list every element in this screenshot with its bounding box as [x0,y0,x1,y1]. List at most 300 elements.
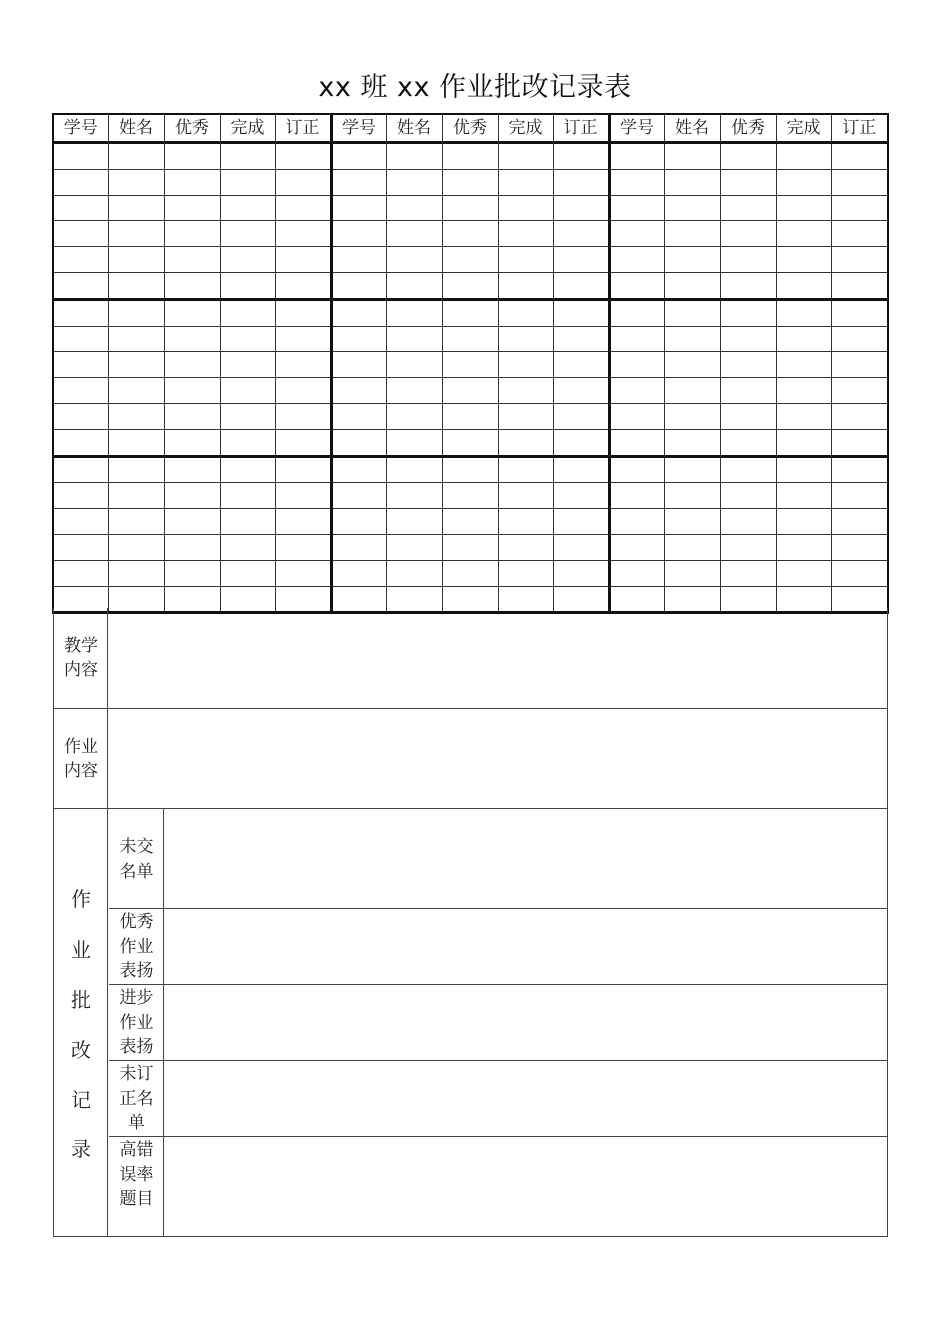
column-header: 完成 [776,114,831,143]
table-cell[interactable] [831,169,888,195]
table-cell[interactable] [108,195,164,221]
table-cell[interactable] [553,352,609,378]
table-cell[interactable] [442,195,498,221]
missing-submissions-row [109,809,887,909]
table-cell[interactable] [275,429,331,456]
table-cell[interactable] [609,195,664,221]
table-cell[interactable] [442,247,498,273]
table-cell[interactable] [831,429,888,456]
table-cell[interactable] [275,378,331,404]
table-cell[interactable] [776,560,831,586]
table-cell[interactable] [164,221,220,247]
table-cell[interactable] [164,143,220,170]
table-cell[interactable] [442,456,498,483]
table-cell[interactable] [220,247,275,273]
table-cell[interactable] [220,195,275,221]
table-cell[interactable] [720,195,776,221]
uncorrected-row [109,1061,887,1137]
table-cell[interactable] [331,560,386,586]
table-cell[interactable] [553,378,609,404]
teaching-content-field[interactable] [109,608,887,708]
table-cell[interactable] [53,509,108,535]
table-cell[interactable] [664,247,720,273]
high-error-label-cell [109,1137,164,1236]
table-cell[interactable] [776,378,831,404]
table-cell[interactable] [331,221,386,247]
table-cell[interactable] [164,352,220,378]
table-cell[interactable] [331,509,386,535]
table-cell[interactable] [331,378,386,404]
table-cell[interactable] [331,169,386,195]
table-cell[interactable] [220,560,275,586]
table-cell[interactable] [498,456,553,483]
table-cell[interactable] [720,456,776,483]
table-cell[interactable] [720,352,776,378]
table-cell[interactable] [498,143,553,170]
column-header: 优秀 [164,114,220,143]
table-cell[interactable] [53,352,108,378]
table-cell[interactable] [498,195,553,221]
table-cell[interactable] [53,456,108,483]
table-cell[interactable] [831,195,888,221]
table-cell[interactable] [498,326,553,352]
missing-submissions-field[interactable] [165,809,887,908]
table-cell[interactable] [553,456,609,483]
table-cell[interactable] [720,429,776,456]
table-cell[interactable] [108,534,164,560]
table-cell[interactable] [498,169,553,195]
table-cell[interactable] [220,352,275,378]
table-cell[interactable] [442,221,498,247]
table-cell[interactable] [609,326,664,352]
table-cell[interactable] [164,247,220,273]
table-cell[interactable] [720,143,776,170]
table-cell[interactable] [498,483,553,509]
table-cell[interactable] [664,221,720,247]
table-cell[interactable] [53,299,108,326]
table-cell[interactable] [498,560,553,586]
table-cell[interactable] [164,534,220,560]
table-cell[interactable] [108,560,164,586]
table-cell[interactable] [275,247,331,273]
table-cell[interactable] [275,221,331,247]
table-cell[interactable] [164,169,220,195]
homework-content-row [54,709,887,809]
table-cell[interactable] [831,143,888,170]
table-cell[interactable] [609,299,664,326]
table-cell[interactable] [776,299,831,326]
table-cell[interactable] [664,403,720,429]
table-cell[interactable] [220,403,275,429]
table-cell[interactable] [53,169,108,195]
table-cell[interactable] [442,169,498,195]
record-label-char: 作 [71,887,91,911]
teaching-content-row [54,608,887,709]
table-cell[interactable] [386,247,442,273]
table-cell[interactable] [720,483,776,509]
table-cell[interactable] [331,534,386,560]
table-cell[interactable] [108,429,164,456]
table-cell[interactable] [831,456,888,483]
table-cell[interactable] [53,247,108,273]
table-cell[interactable] [664,169,720,195]
table-cell[interactable] [386,483,442,509]
table-cell[interactable] [386,169,442,195]
table-cell[interactable] [553,143,609,170]
table-row [53,221,888,247]
table-cell[interactable] [386,143,442,170]
table-cell[interactable] [776,403,831,429]
table-cell[interactable] [720,378,776,404]
table-cell[interactable] [108,378,164,404]
table-cell[interactable] [164,509,220,535]
table-cell[interactable] [831,483,888,509]
table-cell[interactable] [275,143,331,170]
table-cell[interactable] [831,403,888,429]
table-cell[interactable] [53,429,108,456]
table-cell[interactable] [164,560,220,586]
table-cell[interactable] [164,456,220,483]
table-cell[interactable] [664,534,720,560]
table-cell[interactable] [275,534,331,560]
table-cell[interactable] [831,560,888,586]
table-cell[interactable] [53,560,108,586]
table-cell[interactable] [220,169,275,195]
column-header: 订正 [553,114,609,143]
table-row [53,352,888,378]
table-cell[interactable] [609,403,664,429]
table-cell[interactable] [275,560,331,586]
table-cell[interactable] [108,403,164,429]
table-cell[interactable] [498,221,553,247]
table-cell[interactable] [664,195,720,221]
table-cell[interactable] [331,247,386,273]
table-row [53,247,888,273]
table-cell[interactable] [498,534,553,560]
table-cell[interactable] [331,483,386,509]
table-cell[interactable] [776,483,831,509]
table-cell[interactable] [664,560,720,586]
table-cell[interactable] [386,560,442,586]
table-cell[interactable] [664,456,720,483]
table-cell[interactable] [664,483,720,509]
column-header: 订正 [831,114,888,143]
table-cell[interactable] [275,509,331,535]
table-cell[interactable] [53,143,108,170]
table-cell[interactable] [108,352,164,378]
table-cell[interactable] [664,143,720,170]
table-cell[interactable] [220,299,275,326]
table-cell[interactable] [609,221,664,247]
table-cell[interactable] [386,509,442,535]
improved-work-label: 进步 作业 表扬 [119,988,154,1057]
table-cell[interactable] [553,509,609,535]
table-cell[interactable] [664,509,720,535]
table-cell[interactable] [53,221,108,247]
table-cell[interactable] [164,483,220,509]
table-cell[interactable] [776,352,831,378]
table-cell[interactable] [776,456,831,483]
table-cell[interactable] [108,221,164,247]
table-cell[interactable] [498,299,553,326]
table-cell[interactable] [331,299,386,326]
table-cell[interactable] [220,143,275,170]
excellent-work-row [109,909,887,985]
table-cell[interactable] [776,272,831,299]
table-cell[interactable] [275,326,331,352]
table-cell[interactable] [498,509,553,535]
table-cell[interactable] [664,352,720,378]
table-cell[interactable] [664,429,720,456]
table-cell[interactable] [386,195,442,221]
table-cell[interactable] [164,195,220,221]
excellent-work-label-cell [109,909,164,984]
column-header: 优秀 [720,114,776,143]
table-row [53,509,888,535]
table-cell[interactable] [386,378,442,404]
table-cell[interactable] [386,299,442,326]
table-cell[interactable] [164,299,220,326]
uncorrected-field[interactable] [165,1061,887,1136]
table-cell[interactable] [386,534,442,560]
table-cell[interactable] [553,534,609,560]
table-cell[interactable] [776,534,831,560]
table-cell[interactable] [220,483,275,509]
table-row [53,299,888,326]
table-cell[interactable] [776,509,831,535]
table-cell[interactable] [664,326,720,352]
table-cell[interactable] [609,378,664,404]
table-cell[interactable] [442,299,498,326]
table-row [53,483,888,509]
table-cell[interactable] [108,509,164,535]
table-cell[interactable] [609,143,664,170]
table-cell[interactable] [609,352,664,378]
table-cell[interactable] [553,169,609,195]
table-cell[interactable] [609,509,664,535]
table-cell[interactable] [275,483,331,509]
table-cell[interactable] [720,169,776,195]
teaching-content-label-cell [54,608,108,708]
table-cell[interactable] [720,247,776,273]
high-error-field[interactable] [165,1137,887,1236]
column-header: 学号 [609,114,664,143]
table-cell[interactable] [53,326,108,352]
table-cell[interactable] [331,403,386,429]
table-cell[interactable] [776,429,831,456]
table-cell[interactable] [331,326,386,352]
table-cell[interactable] [442,403,498,429]
table-cell[interactable] [553,247,609,273]
table-row [53,456,888,483]
table-cell[interactable] [720,326,776,352]
table-cell[interactable] [831,272,888,299]
table-cell[interactable] [609,272,664,299]
table-cell[interactable] [108,247,164,273]
table-cell[interactable] [609,429,664,456]
table-cell[interactable] [108,326,164,352]
table-cell[interactable] [609,169,664,195]
table-cell[interactable] [220,456,275,483]
table-cell[interactable] [720,299,776,326]
teaching-content-label: 教学 内容 [64,636,98,680]
table-cell[interactable] [386,429,442,456]
table-cell[interactable] [275,403,331,429]
table-cell[interactable] [164,403,220,429]
table-cell[interactable] [53,534,108,560]
table-cell[interactable] [553,272,609,299]
homework-content-label-cell [54,709,108,808]
record-section-label-cell [54,809,108,1236]
table-cell[interactable] [220,534,275,560]
table-cell[interactable] [108,299,164,326]
table-cell[interactable] [553,560,609,586]
table-cell[interactable] [776,195,831,221]
table-cell[interactable] [164,272,220,299]
table-cell[interactable] [275,195,331,221]
table-cell[interactable] [386,221,442,247]
table-cell[interactable] [498,352,553,378]
table-cell[interactable] [386,352,442,378]
column-header: 学号 [331,114,386,143]
table-cell[interactable] [720,560,776,586]
table-cell[interactable] [53,378,108,404]
table-cell[interactable] [831,509,888,535]
table-cell[interactable] [776,326,831,352]
table-header-row [53,114,888,143]
table-cell[interactable] [720,403,776,429]
table-cell[interactable] [275,456,331,483]
table-cell[interactable] [386,326,442,352]
table-cell[interactable] [498,378,553,404]
table-cell[interactable] [553,483,609,509]
table-cell[interactable] [720,509,776,535]
table-cell[interactable] [108,272,164,299]
table-cell[interactable] [442,326,498,352]
table-cell[interactable] [831,247,888,273]
table-cell[interactable] [609,247,664,273]
improved-work-field[interactable] [165,985,887,1060]
table-cell[interactable] [53,195,108,221]
table-cell[interactable] [553,429,609,456]
table-cell[interactable] [553,403,609,429]
table-cell[interactable] [831,378,888,404]
table-cell[interactable] [553,326,609,352]
table-row [53,560,888,586]
table-cell[interactable] [53,483,108,509]
table-row [53,534,888,560]
table-cell[interactable] [776,169,831,195]
table-cell[interactable] [220,326,275,352]
table-cell[interactable] [220,272,275,299]
table-cell[interactable] [442,429,498,456]
table-cell[interactable] [664,299,720,326]
table-cell[interactable] [442,509,498,535]
table-cell[interactable] [108,483,164,509]
table-cell[interactable] [386,403,442,429]
table-cell[interactable] [442,352,498,378]
table-cell[interactable] [164,378,220,404]
table-cell[interactable] [331,456,386,483]
table-cell[interactable] [609,483,664,509]
table-cell[interactable] [220,221,275,247]
table-cell[interactable] [609,534,664,560]
table-cell[interactable] [53,272,108,299]
table-cell[interactable] [442,483,498,509]
high-error-label: 高错 误率 题目 [119,1140,154,1209]
table-cell[interactable] [776,143,831,170]
table-cell[interactable] [664,378,720,404]
table-cell[interactable] [53,403,108,429]
table-cell[interactable] [442,560,498,586]
table-cell[interactable] [275,352,331,378]
table-cell[interactable] [498,272,553,299]
table-cell[interactable] [275,272,331,299]
table-cell[interactable] [498,429,553,456]
table-cell[interactable] [831,221,888,247]
table-cell[interactable] [609,456,664,483]
table-cell[interactable] [664,272,720,299]
table-cell[interactable] [108,456,164,483]
table-cell[interactable] [386,456,442,483]
table-cell[interactable] [220,429,275,456]
homework-content-label: 作业 内容 [64,737,98,781]
table-cell[interactable] [275,299,331,326]
table-cell[interactable] [498,247,553,273]
table-cell[interactable] [331,272,386,299]
table-cell[interactable] [498,403,553,429]
table-cell[interactable] [720,221,776,247]
homework-content-field[interactable] [109,709,887,808]
table-cell[interactable] [720,272,776,299]
table-cell[interactable] [553,299,609,326]
table-cell[interactable] [331,429,386,456]
table-cell[interactable] [831,534,888,560]
table-cell[interactable] [331,143,386,170]
table-cell[interactable] [275,169,331,195]
table-cell[interactable] [776,247,831,273]
table-cell[interactable] [442,534,498,560]
table-cell[interactable] [164,326,220,352]
page-title: xx 班 xx 作业批改记录表 [318,72,632,103]
table-cell[interactable] [776,221,831,247]
table-row [53,326,888,352]
column-header: 完成 [498,114,553,143]
table-cell[interactable] [609,560,664,586]
table-cell[interactable] [331,352,386,378]
table-cell[interactable] [220,378,275,404]
table-cell[interactable] [108,143,164,170]
table-cell[interactable] [331,195,386,221]
table-cell[interactable] [220,509,275,535]
excellent-work-field[interactable] [165,909,887,984]
table-cell[interactable] [108,169,164,195]
table-cell[interactable] [442,143,498,170]
table-cell[interactable] [386,272,442,299]
table-cell[interactable] [442,378,498,404]
table-cell[interactable] [553,221,609,247]
table-cell[interactable] [831,326,888,352]
table-cell[interactable] [831,299,888,326]
uncorrected-label: 未订 正名 单 [119,1064,154,1133]
table-cell[interactable] [442,272,498,299]
table-cell[interactable] [164,429,220,456]
record-subsection [109,809,887,1236]
table-cell[interactable] [720,534,776,560]
table-cell[interactable] [831,352,888,378]
improved-work-row [109,985,887,1061]
table-cell[interactable] [553,195,609,221]
